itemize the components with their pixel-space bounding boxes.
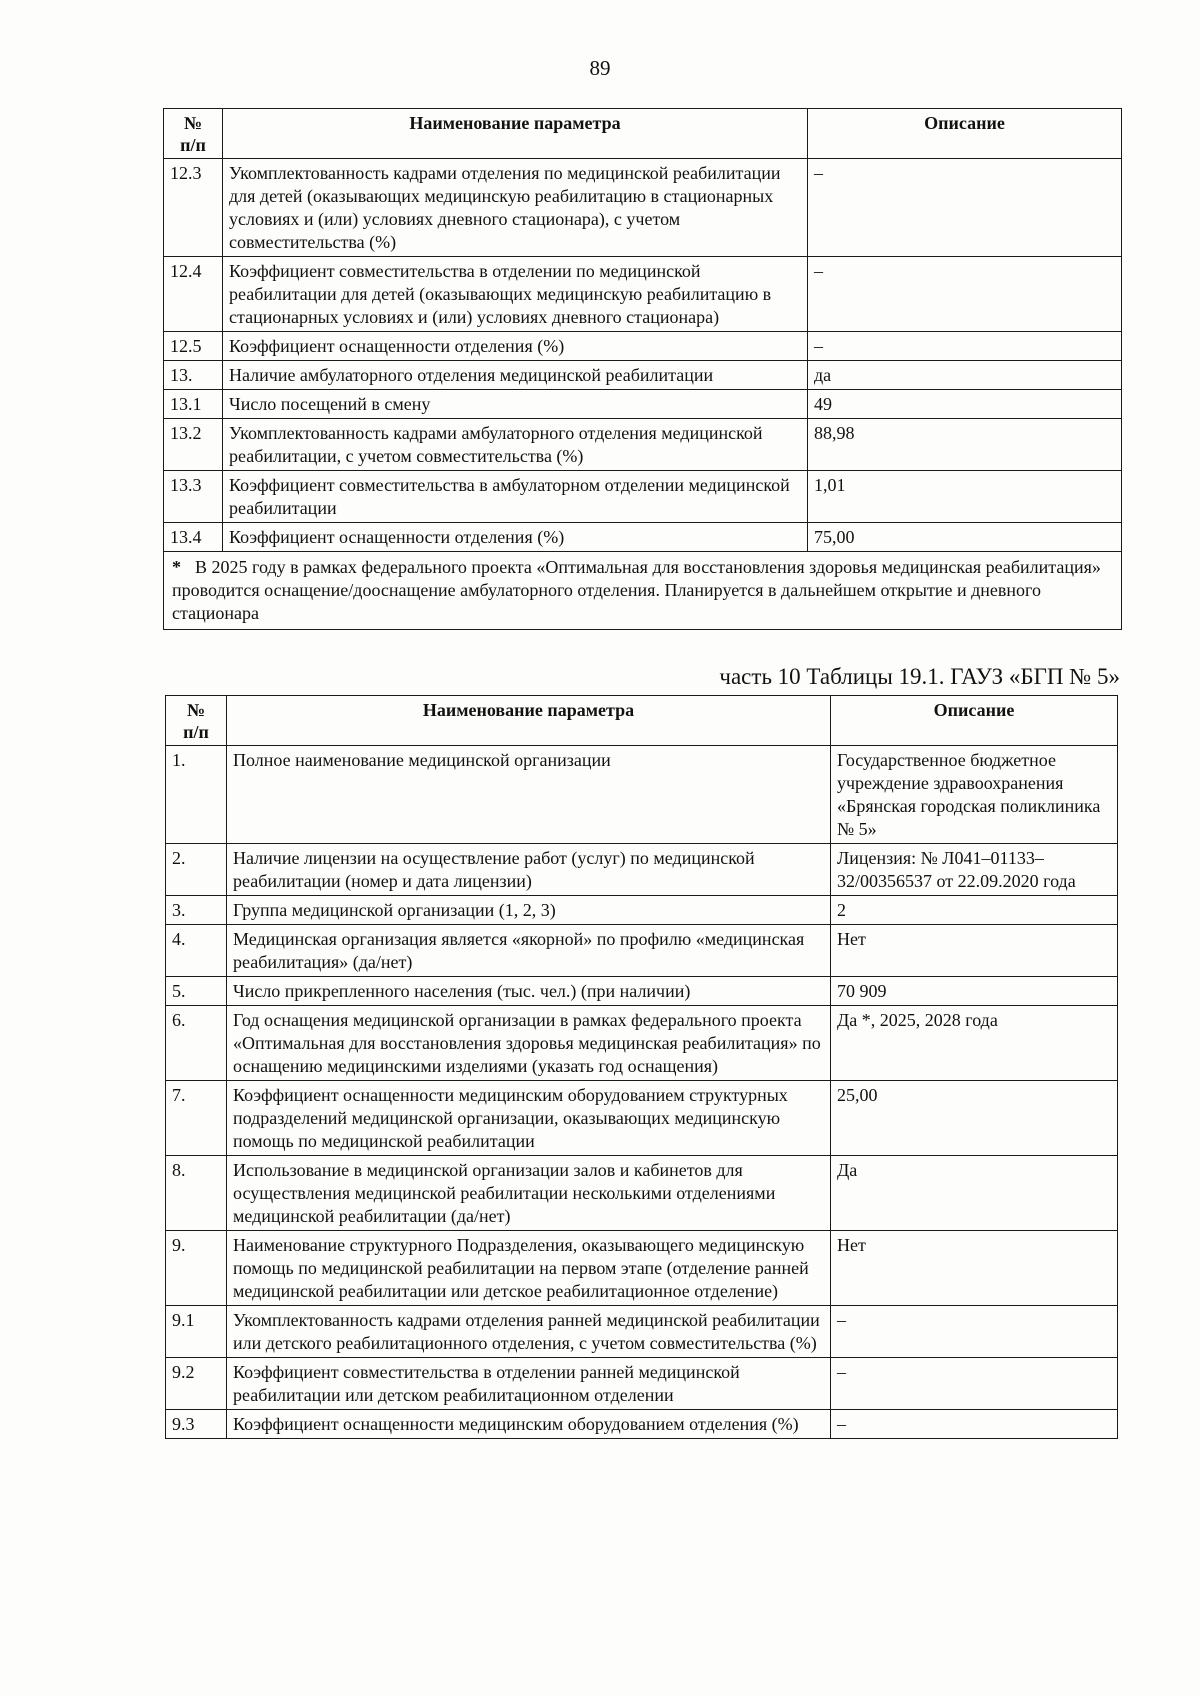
parameter-value: Государственное бюджетное учреждение здравоохранения «Брянская городская поликлиника № 5» [831, 746, 1118, 844]
table-row [166, 1410, 1118, 1439]
parameter-name: Наличие лицензии на осуществление работ (услуг) по медицинской реабилитации (номер и дата лицензии) [227, 844, 831, 896]
table-header-row [164, 109, 1122, 159]
table-caption: часть 10 Таблицы 19.1. ГАУЗ «БГП № 5» [719, 664, 1120, 689]
parameter-name: Год оснащения медицинской организации в рамках федерального проекта «Оптимальная для восстановления здоровья медицинская реабилитация» по оснащению медицинскими изделиями (указать год оснащения) [227, 1006, 831, 1081]
parameter-value: – [808, 332, 1122, 361]
parameter-name: Наличие амбулаторного отделения медицинской реабилитации [223, 361, 808, 390]
table-row [166, 746, 1118, 844]
parameter-value: Лицензия: № Л041–01133–32/00356537 от 22.09.2020 года [831, 844, 1118, 896]
row-number: 2. [166, 844, 227, 896]
column-header-parameter: Наименование параметра [227, 696, 831, 746]
footnote-star: * [172, 557, 181, 577]
table-row [166, 1081, 1118, 1156]
parameter-name: Наименование структурного Подразделения, оказывающего медицинскую помощь по медицинской реабилитации на первом этапе (отделение ранней медицинской реабилитации или детское реабилитационное отделение) [227, 1231, 831, 1306]
table-row [164, 471, 1122, 523]
row-number: 3. [166, 896, 227, 925]
table-row [164, 332, 1122, 361]
parameter-value: 1,01 [808, 471, 1122, 523]
table-row [166, 1231, 1118, 1306]
parameter-name: Укомплектованность кадрами отделения по медицинской реабилитации для детей (оказывающих медицинскую реабилитацию в стационарных условиях и (или) условиях дневного стационара), с учетом совместительства (%) [223, 159, 808, 257]
row-number: 8. [166, 1156, 227, 1231]
parameter-value: – [831, 1358, 1118, 1410]
parameter-value: 25,00 [831, 1081, 1118, 1156]
footnote-text: В 2025 году в рамках федерального проекта «Оптимальная для восстановления здоровья медицинская реабилитация» проводится оснащение/дооснащение амбулаторного отделения. Планируется в дальнейшем открытие и дневного стационара [172, 557, 1101, 623]
parameter-value: Да *, 2025, 2028 года [831, 1006, 1118, 1081]
table-row [166, 1306, 1118, 1358]
table-row [166, 1358, 1118, 1410]
row-number: 13. [164, 361, 223, 390]
parameter-name: Коэффициент совместительства в отделении ранней медицинской реабилитации или детском реабилитационном отделении [227, 1358, 831, 1410]
table-row [166, 925, 1118, 977]
row-number: 12.5 [164, 332, 223, 361]
header-num-symbol: № [183, 113, 203, 133]
row-number: 9.1 [166, 1306, 227, 1358]
parameter-value: 49 [808, 390, 1122, 419]
table-row [164, 257, 1122, 332]
parameter-value: 75,00 [808, 523, 1122, 552]
parameter-value: 88,98 [808, 419, 1122, 471]
page-number: 89 [589, 56, 611, 80]
row-number: 1. [166, 746, 227, 844]
table-row [164, 419, 1122, 471]
row-number: 13.4 [164, 523, 223, 552]
parameter-name: Число прикрепленного населения (тыс. чел.) (при наличии) [227, 977, 831, 1006]
table-row [164, 523, 1122, 552]
row-number: 5. [166, 977, 227, 1006]
header-num-abbrev: п/п [180, 135, 206, 155]
table-row [166, 977, 1118, 1006]
parameter-name: Укомплектованность кадрами амбулаторного отделения медицинской реабилитации, с учетом совместительства (%) [223, 419, 808, 471]
parameter-value: 70 909 [831, 977, 1118, 1006]
parameter-value: да [808, 361, 1122, 390]
row-number: 9.3 [166, 1410, 227, 1439]
parameter-name: Коэффициент оснащенности отделения (%) [223, 523, 808, 552]
parameter-value: Нет [831, 1231, 1118, 1306]
row-number: 12.4 [164, 257, 223, 332]
table-row [166, 896, 1118, 925]
table-row [166, 1006, 1118, 1081]
column-header-description: Описание [808, 109, 1122, 159]
column-header-parameter: Наименование параметра [223, 109, 808, 159]
header-num-abbrev: п/п [183, 722, 209, 742]
header-num-symbol: № [186, 700, 206, 720]
parameter-name: Коэффициент оснащенности отделения (%) [223, 332, 808, 361]
parameters-table-continued [163, 108, 1122, 630]
row-number: 6. [166, 1006, 227, 1081]
parameter-value: – [808, 159, 1122, 257]
table-header-row [166, 696, 1118, 746]
row-number: 12.3 [164, 159, 223, 257]
table-row [164, 159, 1122, 257]
parameter-name: Использование в медицинской организации залов и кабинетов для осуществления медицинской реабилитации несколькими отделениями медицинской реабилитации (да/нет) [227, 1156, 831, 1231]
row-number: 4. [166, 925, 227, 977]
parameter-name: Коэффициент оснащенности медицинским оборудованием отделения (%) [227, 1410, 831, 1439]
parameter-value: Да [831, 1156, 1118, 1231]
parameter-value: – [831, 1306, 1118, 1358]
parameter-name: Число посещений в смену [223, 390, 808, 419]
parameter-name: Коэффициент совместительства в отделении по медицинской реабилитации для детей (оказывающих медицинскую реабилитацию в стационарных условиях и (или) условиях дневного стационара) [223, 257, 808, 332]
parameter-value: 2 [831, 896, 1118, 925]
parameter-value: Нет [831, 925, 1118, 977]
parameter-name: Полное наименование медицинской организации [227, 746, 831, 844]
parameter-name: Коэффициент совместительства в амбулаторном отделении медицинской реабилитации [223, 471, 808, 523]
column-header-number [164, 109, 223, 159]
row-number: 7. [166, 1081, 227, 1156]
parameter-name: Коэффициент оснащенности медицинским оборудованием структурных подразделений медицинской организации, оказывающих медицинскую помощь по медицинской реабилитации [227, 1081, 831, 1156]
row-number: 13.2 [164, 419, 223, 471]
column-header-number [166, 696, 227, 746]
row-number: 13.1 [164, 390, 223, 419]
parameter-name: Укомплектованность кадрами отделения ранней медицинской реабилитации или детского реабилитационного отделения, с учетом совместительства (%) [227, 1306, 831, 1358]
parameter-name: Группа медицинской организации (1, 2, 3) [227, 896, 831, 925]
row-number: 9. [166, 1231, 227, 1306]
table-row [164, 390, 1122, 419]
table-row [166, 1156, 1118, 1231]
column-header-description: Описание [831, 696, 1118, 746]
footnote-row [164, 552, 1122, 630]
row-number: 9.2 [166, 1358, 227, 1410]
parameter-value: – [808, 257, 1122, 332]
table-row [166, 844, 1118, 896]
row-number: 13.3 [164, 471, 223, 523]
table-row [164, 361, 1122, 390]
parameters-table-gauz-bgp5 [165, 695, 1118, 1439]
parameter-value: – [831, 1410, 1118, 1439]
footnote-cell [164, 552, 1122, 630]
parameter-name: Медицинская организация является «якорной» по профилю «медицинская реабилитация» (да/нет) [227, 925, 831, 977]
